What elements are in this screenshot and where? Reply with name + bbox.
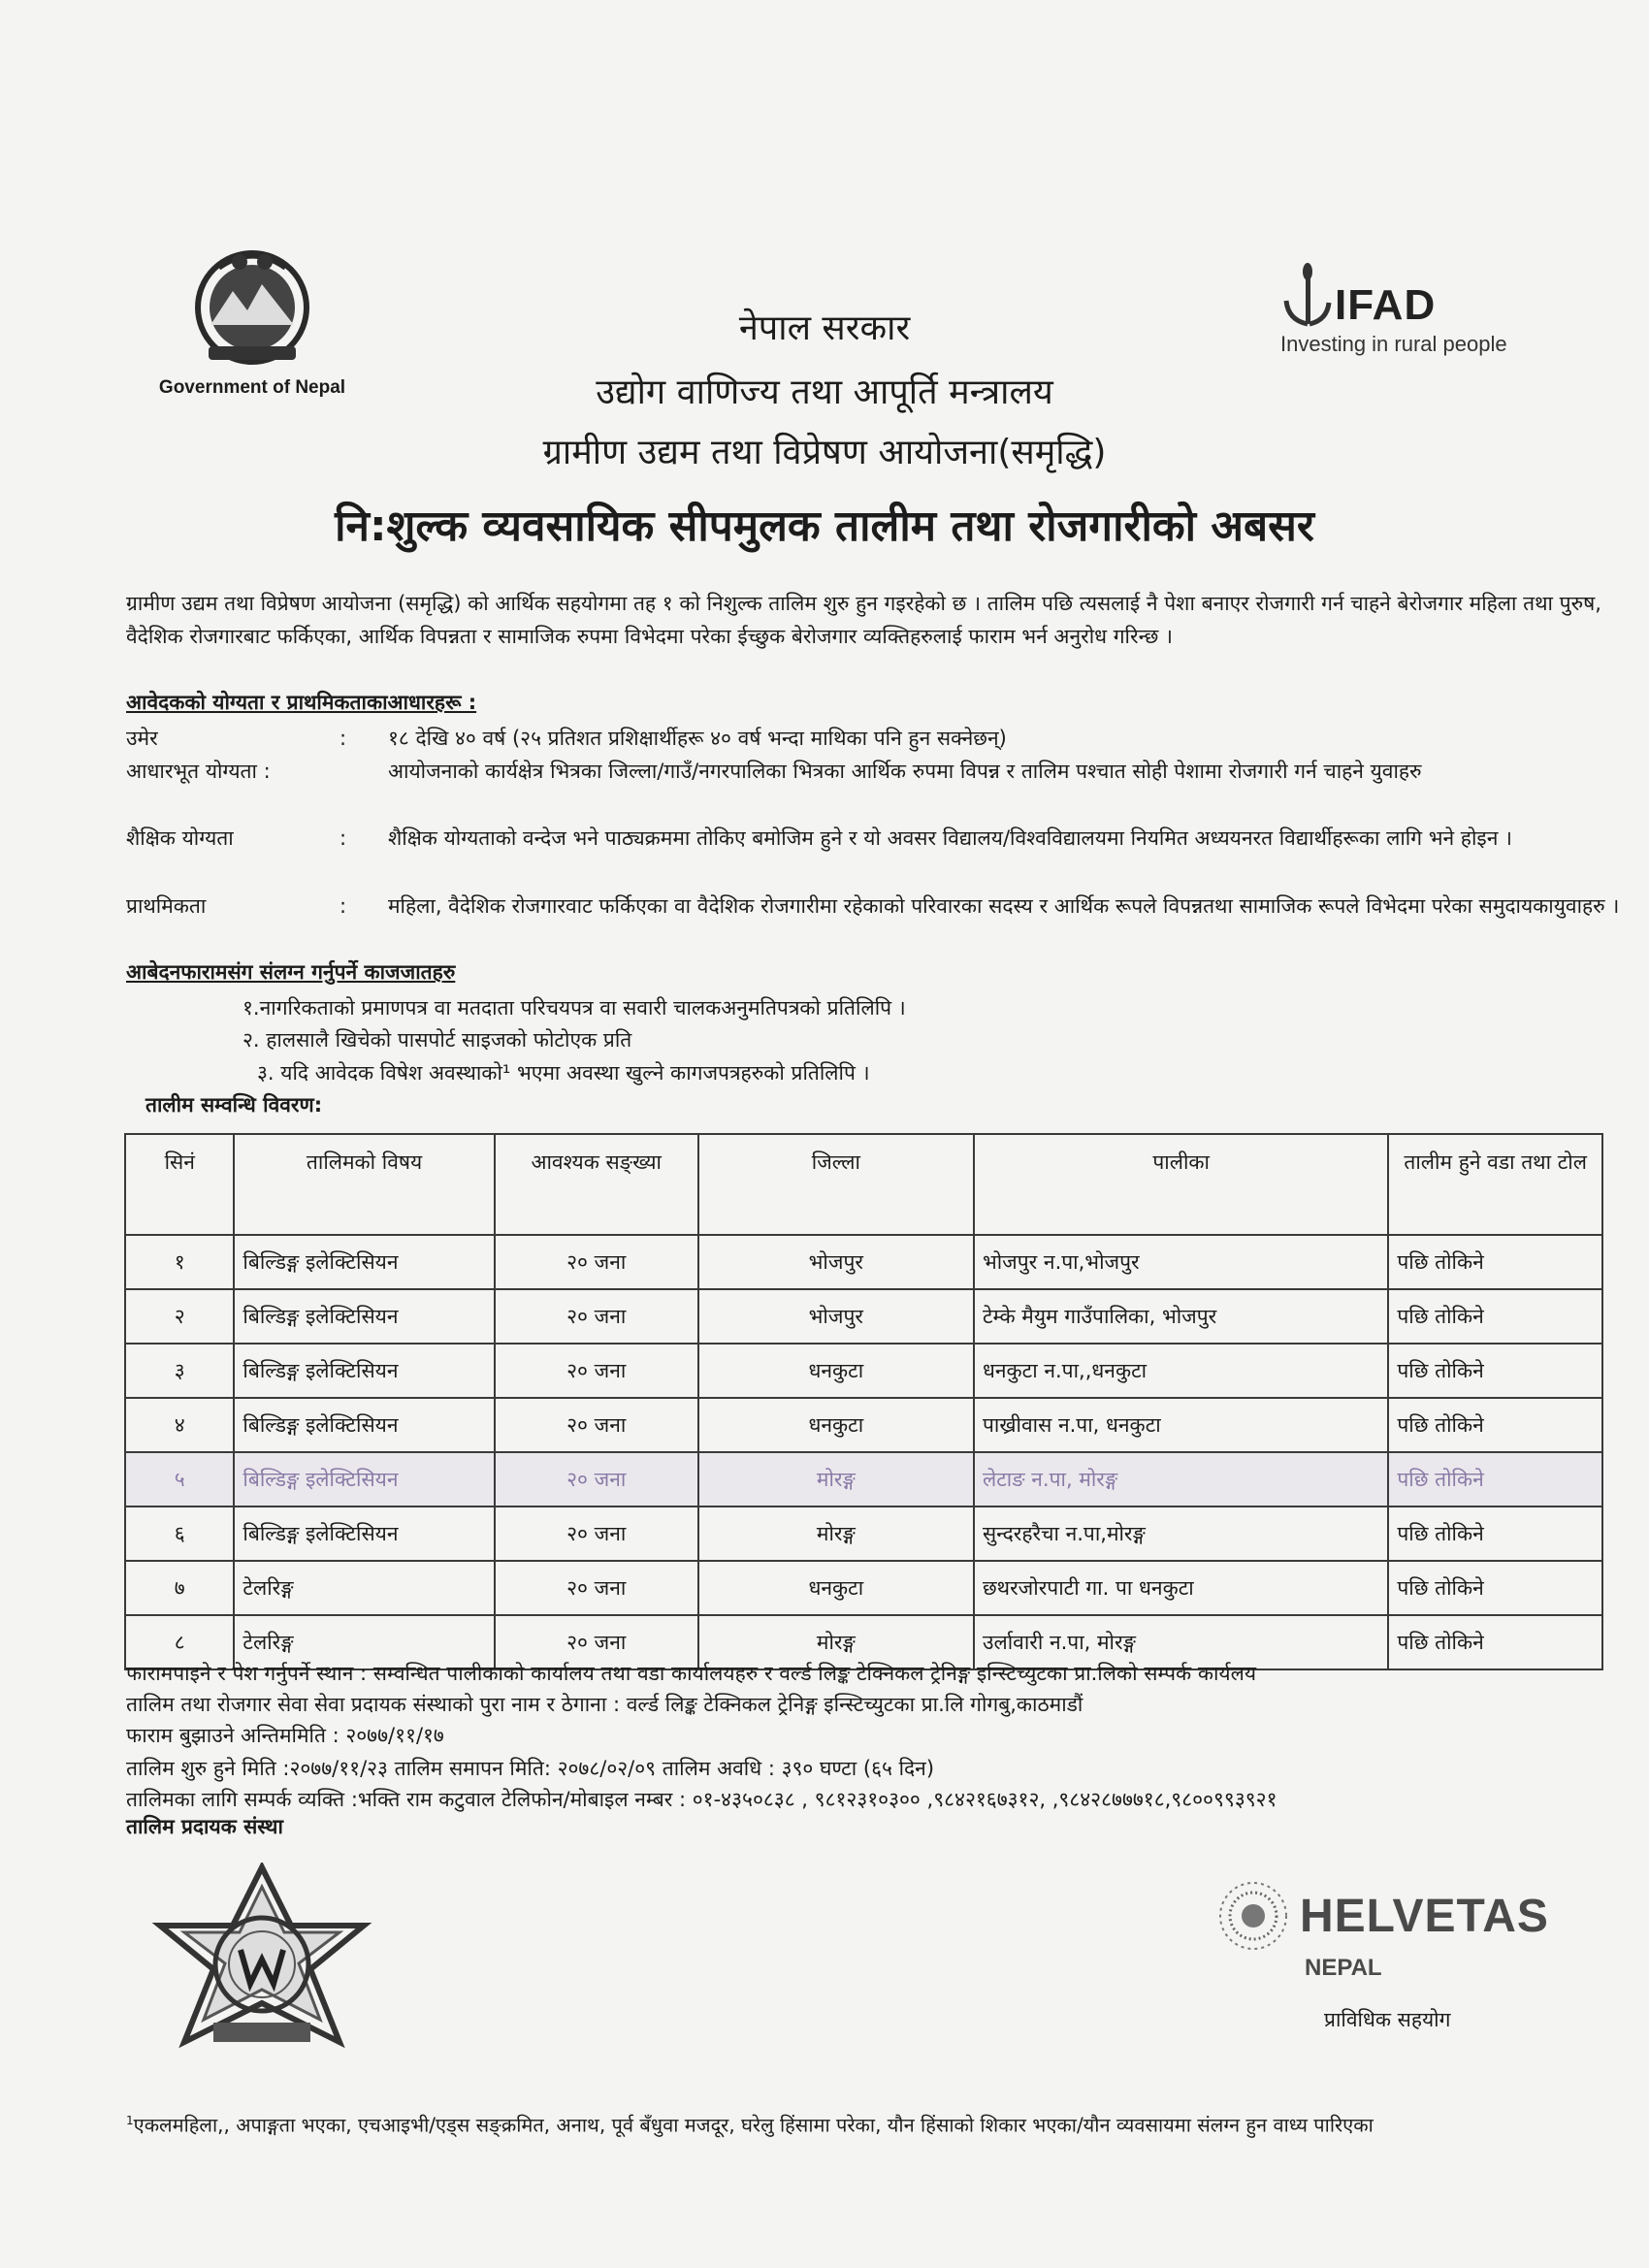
- col-subject: तालिमको विषय: [234, 1134, 494, 1235]
- cell: पछि तोकिने: [1388, 1615, 1602, 1669]
- eligibility-value: १८ देखि ४० वर्ष (२५ प्रतिशत प्रशिक्षार्थीहरू ४० वर्ष भन्दा माथिका पनि हुन सक्नेछन्): [388, 727, 1007, 750]
- eligibility-value: महिला, वैदेशिक रोजगारवाट फर्किएका वा वैदेशिक रोजगारीमा रहेकाको परिवारका सदस्य र आर्थिक रूपले विपन्नतथा सामाजिक रूपले विभेदमा परेका समुदायकायुवाहरु ।: [388, 894, 1620, 918]
- footnote-mark: 1: [126, 2114, 134, 2127]
- footnote-text: एकलमहिला,, अपाङ्गता भएका, एचआइभी/एड्स सङ्क्रमित, अनाथ, पूर्व बँधुवा मजदूर, घरेलु हिंसामा परेका, यौन हिंसाको शिकार भएका/यौन व्यवसायमा संलग्न हुन वाध्य पारिएका: [133, 2113, 1374, 2137]
- technical-support-label: प्राविधिक सहयोग: [1324, 2008, 1451, 2031]
- cell: ७: [125, 1561, 234, 1615]
- provider-label: तालिम प्रदायक संस्था: [126, 1815, 283, 1838]
- cell: धनकुटा: [698, 1398, 974, 1452]
- cell: उर्लावारी न.पा, मोरङ्ग: [974, 1615, 1388, 1669]
- cell: पाख्रीवास न.पा, धनकुटा: [974, 1398, 1388, 1452]
- footer-dates: तालिम शुरु हुने मिति :२०७७/११/२३ तालिम समापन मिति: २०७८/०२/०९ तालिम अवधि : ३९० घण्टा (६५ दिन): [126, 1757, 935, 1780]
- cell: २० जना: [495, 1507, 698, 1561]
- helvetas-logo: [1212, 1877, 1581, 1982]
- cell: २: [125, 1289, 234, 1344]
- cell: ८: [125, 1615, 234, 1669]
- cell: पछि तोकिने: [1388, 1344, 1602, 1398]
- cell: ६: [125, 1507, 234, 1561]
- eligibility-colon: :: [340, 826, 347, 850]
- training-heading: तालीम सम्वन्धि विवरण:: [146, 1093, 323, 1117]
- training-table: [124, 1133, 1603, 1670]
- cell: भोजपुर: [698, 1235, 974, 1289]
- wltti-seal: [146, 1863, 378, 2090]
- cell: मोरङ्ग: [698, 1507, 974, 1561]
- cell: धनकुटा: [698, 1344, 974, 1398]
- table-row: [125, 1398, 1602, 1452]
- cell: २० जना: [495, 1561, 698, 1615]
- eligibility-row-basic: [126, 756, 1630, 822]
- table-row: [125, 1561, 1602, 1615]
- eligibility-label: शैक्षिक योग्यता: [126, 826, 234, 850]
- eligibility-heading: आवेदकको योग्यता र प्राथमिकताकाआधारहरू :: [126, 691, 477, 714]
- table-row: [125, 1235, 1602, 1289]
- cell: बिल्डिङ्ग इलेक्टिसियन: [234, 1289, 494, 1344]
- footer-contact: तालिमका लागि सम्पर्क व्यक्ति :भक्ति राम कटुवाल टेलिफोन/मोबाइल नम्बर : ०१-४३५०८३८ , ९८१२३१०३०० ,९८४२१६७३१२, ,९८४२८७७७१८,९८००९९३९२१: [126, 1788, 1277, 1811]
- ifad-word: IFAD: [1335, 281, 1437, 329]
- eligibility-label: प्राथमिकता: [126, 894, 207, 918]
- document-item: ३. यदि आवेदक विषेश अवस्थाको¹ भएमा अवस्था खुल्ने कागजपत्रहरुको प्रतिलिपि ।: [257, 1061, 870, 1085]
- col-required-count: आवश्यक सङ्ख्या: [495, 1134, 698, 1235]
- cell: २० जना: [495, 1398, 698, 1452]
- cell: २० जना: [495, 1235, 698, 1289]
- eligibility-colon: :: [340, 894, 347, 918]
- heading-project: ग्रामीण उद्यम तथा विप्रेषण आयोजना(समृद्धि): [542, 433, 1107, 472]
- cell: १: [125, 1235, 234, 1289]
- cell: ३: [125, 1344, 234, 1398]
- table-row: [125, 1289, 1602, 1344]
- footer-provider-address: तालिम तथा रोजगार सेवा सेवा प्रदायक संस्थाको पुरा नाम र ठेगाना : वर्ल्ड लिङ्क टेक्निकल ट्रेनिङ्ग इन्स्टिच्युटका प्रा.लि गोगबु,काठमाडौं: [126, 1693, 1083, 1716]
- government-label: Government of Nepal: [158, 377, 346, 398]
- cell: बिल्डिङ्ग इलेक्टिसियन: [234, 1507, 494, 1561]
- cell: बिल्डिङ्ग इलेक्टिसियन: [234, 1452, 494, 1507]
- table-row: [125, 1507, 1602, 1561]
- table-header-row: [125, 1134, 1602, 1235]
- footer-form-location: फारामपाइने र पेश गर्नुपर्ने स्थान : सम्वन्धित पालीकाको कार्यालय तथा वडा कार्यालयहरु र वर्ल्ड लिङ्क टेक्निकल ट्रेनिङ्ग इन्स्टिच्युटका प्रा.लिको सम्पर्क कार्यलय: [126, 1662, 1257, 1685]
- cell: लेटाङ न.पा, मोरङ्ग: [974, 1452, 1388, 1507]
- cell: टेलरिङ्ग: [234, 1615, 494, 1669]
- cell: ४: [125, 1398, 234, 1452]
- eligibility-row-age: [126, 723, 1630, 756]
- cell: पछि तोकिने: [1388, 1507, 1602, 1561]
- col-district: जिल्ला: [698, 1134, 974, 1235]
- cell: २० जना: [495, 1289, 698, 1344]
- helvetas-globe-icon: [1212, 1877, 1300, 1955]
- footer-deadline: फाराम बुझाउने अन्तिममिति : २०७७/११/१७: [126, 1724, 444, 1747]
- table-row: [125, 1344, 1602, 1398]
- cell: टेम्के मैयुम गाउँपालिका, भोजपुर: [974, 1289, 1388, 1344]
- cell: पछि तोकिने: [1388, 1398, 1602, 1452]
- cell: धनकुटा न.पा,,धनकुटा: [974, 1344, 1388, 1398]
- documents-heading: आबेदनफारामसंग संलग्न गर्नुपर्ने काजजातहरु: [126, 960, 456, 984]
- cell: भोजपुर न.पा,भोजपुर: [974, 1235, 1388, 1289]
- wltti-star-seal-icon: [146, 1863, 378, 2086]
- document-item: १.नागरिकताको प्रमाणपत्र वा मतदाता परिचयपत्र वा सवारी चालकअनुमतिपत्रको प्रतिलिपि ।: [242, 996, 906, 1020]
- eligibility-row-priority: [126, 891, 1630, 956]
- cell: टेलरिङ्ग: [234, 1561, 494, 1615]
- cell: पछि तोकिने: [1388, 1289, 1602, 1344]
- cell: ५: [125, 1452, 234, 1507]
- table-row: [125, 1452, 1602, 1507]
- cell: छथरजोरपाटी गा. पा धनकुटा: [974, 1561, 1388, 1615]
- cell: बिल्डिङ्ग इलेक्टिसियन: [234, 1398, 494, 1452]
- eligibility-label: आधारभूत योग्यता :: [126, 760, 271, 783]
- cell: मोरङ्ग: [698, 1615, 974, 1669]
- helvetas-word: HELVETAS: [1300, 1890, 1549, 1942]
- cell: मोरङ्ग: [698, 1452, 974, 1507]
- heading-government: नेपाल सरकार: [738, 308, 911, 348]
- eligibility-label: उमेर: [126, 727, 158, 750]
- helvetas-sub: NEPAL: [1305, 1955, 1382, 1981]
- col-ward: तालीम हुने वडा तथा टोल: [1388, 1134, 1602, 1235]
- cell: पछि तोकिने: [1388, 1561, 1602, 1615]
- eligibility-colon: :: [340, 727, 347, 750]
- cell: पछि तोकिने: [1388, 1235, 1602, 1289]
- intro-paragraph: ग्रामीण उद्यम तथा विप्रेषण आयोजना (समृद्धि) को आर्थिक सहयोगमा तह १ को निशुल्क तालिम शुरु हुन गइरहेको छ । तालिम पछि त्यसलाई नै पेशा बनाएर रोजगारी गर्न चाहने बेरोजगार महिला तथा पुरुष, वैदेशिक रोजगारबाट फर्किएका, आर्थिक विपन्नता र सामाजिक रुपमा विभेदमा परेका ईच्छुक बेरोजगार व्यक्तिहरुलाई फाराम भर्न अनुरोध गरिन्छ ।: [126, 592, 1601, 648]
- document-item: २. हालसालै खिचेको पासपोर्ट साइजको फोटोएक प्रति: [242, 1028, 632, 1052]
- cell: पछि तोकिने: [1388, 1452, 1602, 1507]
- ifad-tagline: Investing in rural people: [1280, 332, 1507, 356]
- cell: २० जना: [495, 1615, 698, 1669]
- cell: २० जना: [495, 1452, 698, 1507]
- cell: बिल्डिङ्ग इलेक्टिसियन: [234, 1344, 494, 1398]
- heading-ministry: उद्योग वाणिज्य तथा आपूर्ति मन्त्रालय: [596, 373, 1053, 412]
- cell: धनकुटा: [698, 1561, 974, 1615]
- cell: सुन्दरहरैचा न.पा,मोरङ्ग: [974, 1507, 1388, 1561]
- col-municipality: पालीका: [974, 1134, 1388, 1235]
- eligibility-value: शैक्षिक योग्यताको वन्देज भने पाठ्यक्रममा तोकिए बमोजिम हुने र यो अवसर विद्यालय/विश्वविद्यालयमा नियमित अध्ययनरत विद्यार्थीहरूका लागि भने होइन ।: [388, 826, 1512, 850]
- eligibility-value: आयोजनाको कार्यक्षेत्र भित्रका जिल्ला/गाउँ/नगरपालिका भित्रका आर्थिक रुपमा विपन्न र तालिम पश्चात सोही पेशामा रोजगारी गर्न चाहने युवाहरु: [388, 760, 1422, 783]
- col-serial: सिनं: [125, 1134, 234, 1235]
- page-title: नि:शुल्क व्यवसायिक सीपमुलक तालीम तथा रोजगारीको अबसर: [335, 502, 1314, 551]
- footnote: [126, 2105, 1630, 2141]
- cell: भोजपुर: [698, 1289, 974, 1344]
- cell: बिल्डिङ्ग इलेक्टिसियन: [234, 1235, 494, 1289]
- eligibility-row-education: [126, 823, 1630, 889]
- cell: २० जना: [495, 1344, 698, 1398]
